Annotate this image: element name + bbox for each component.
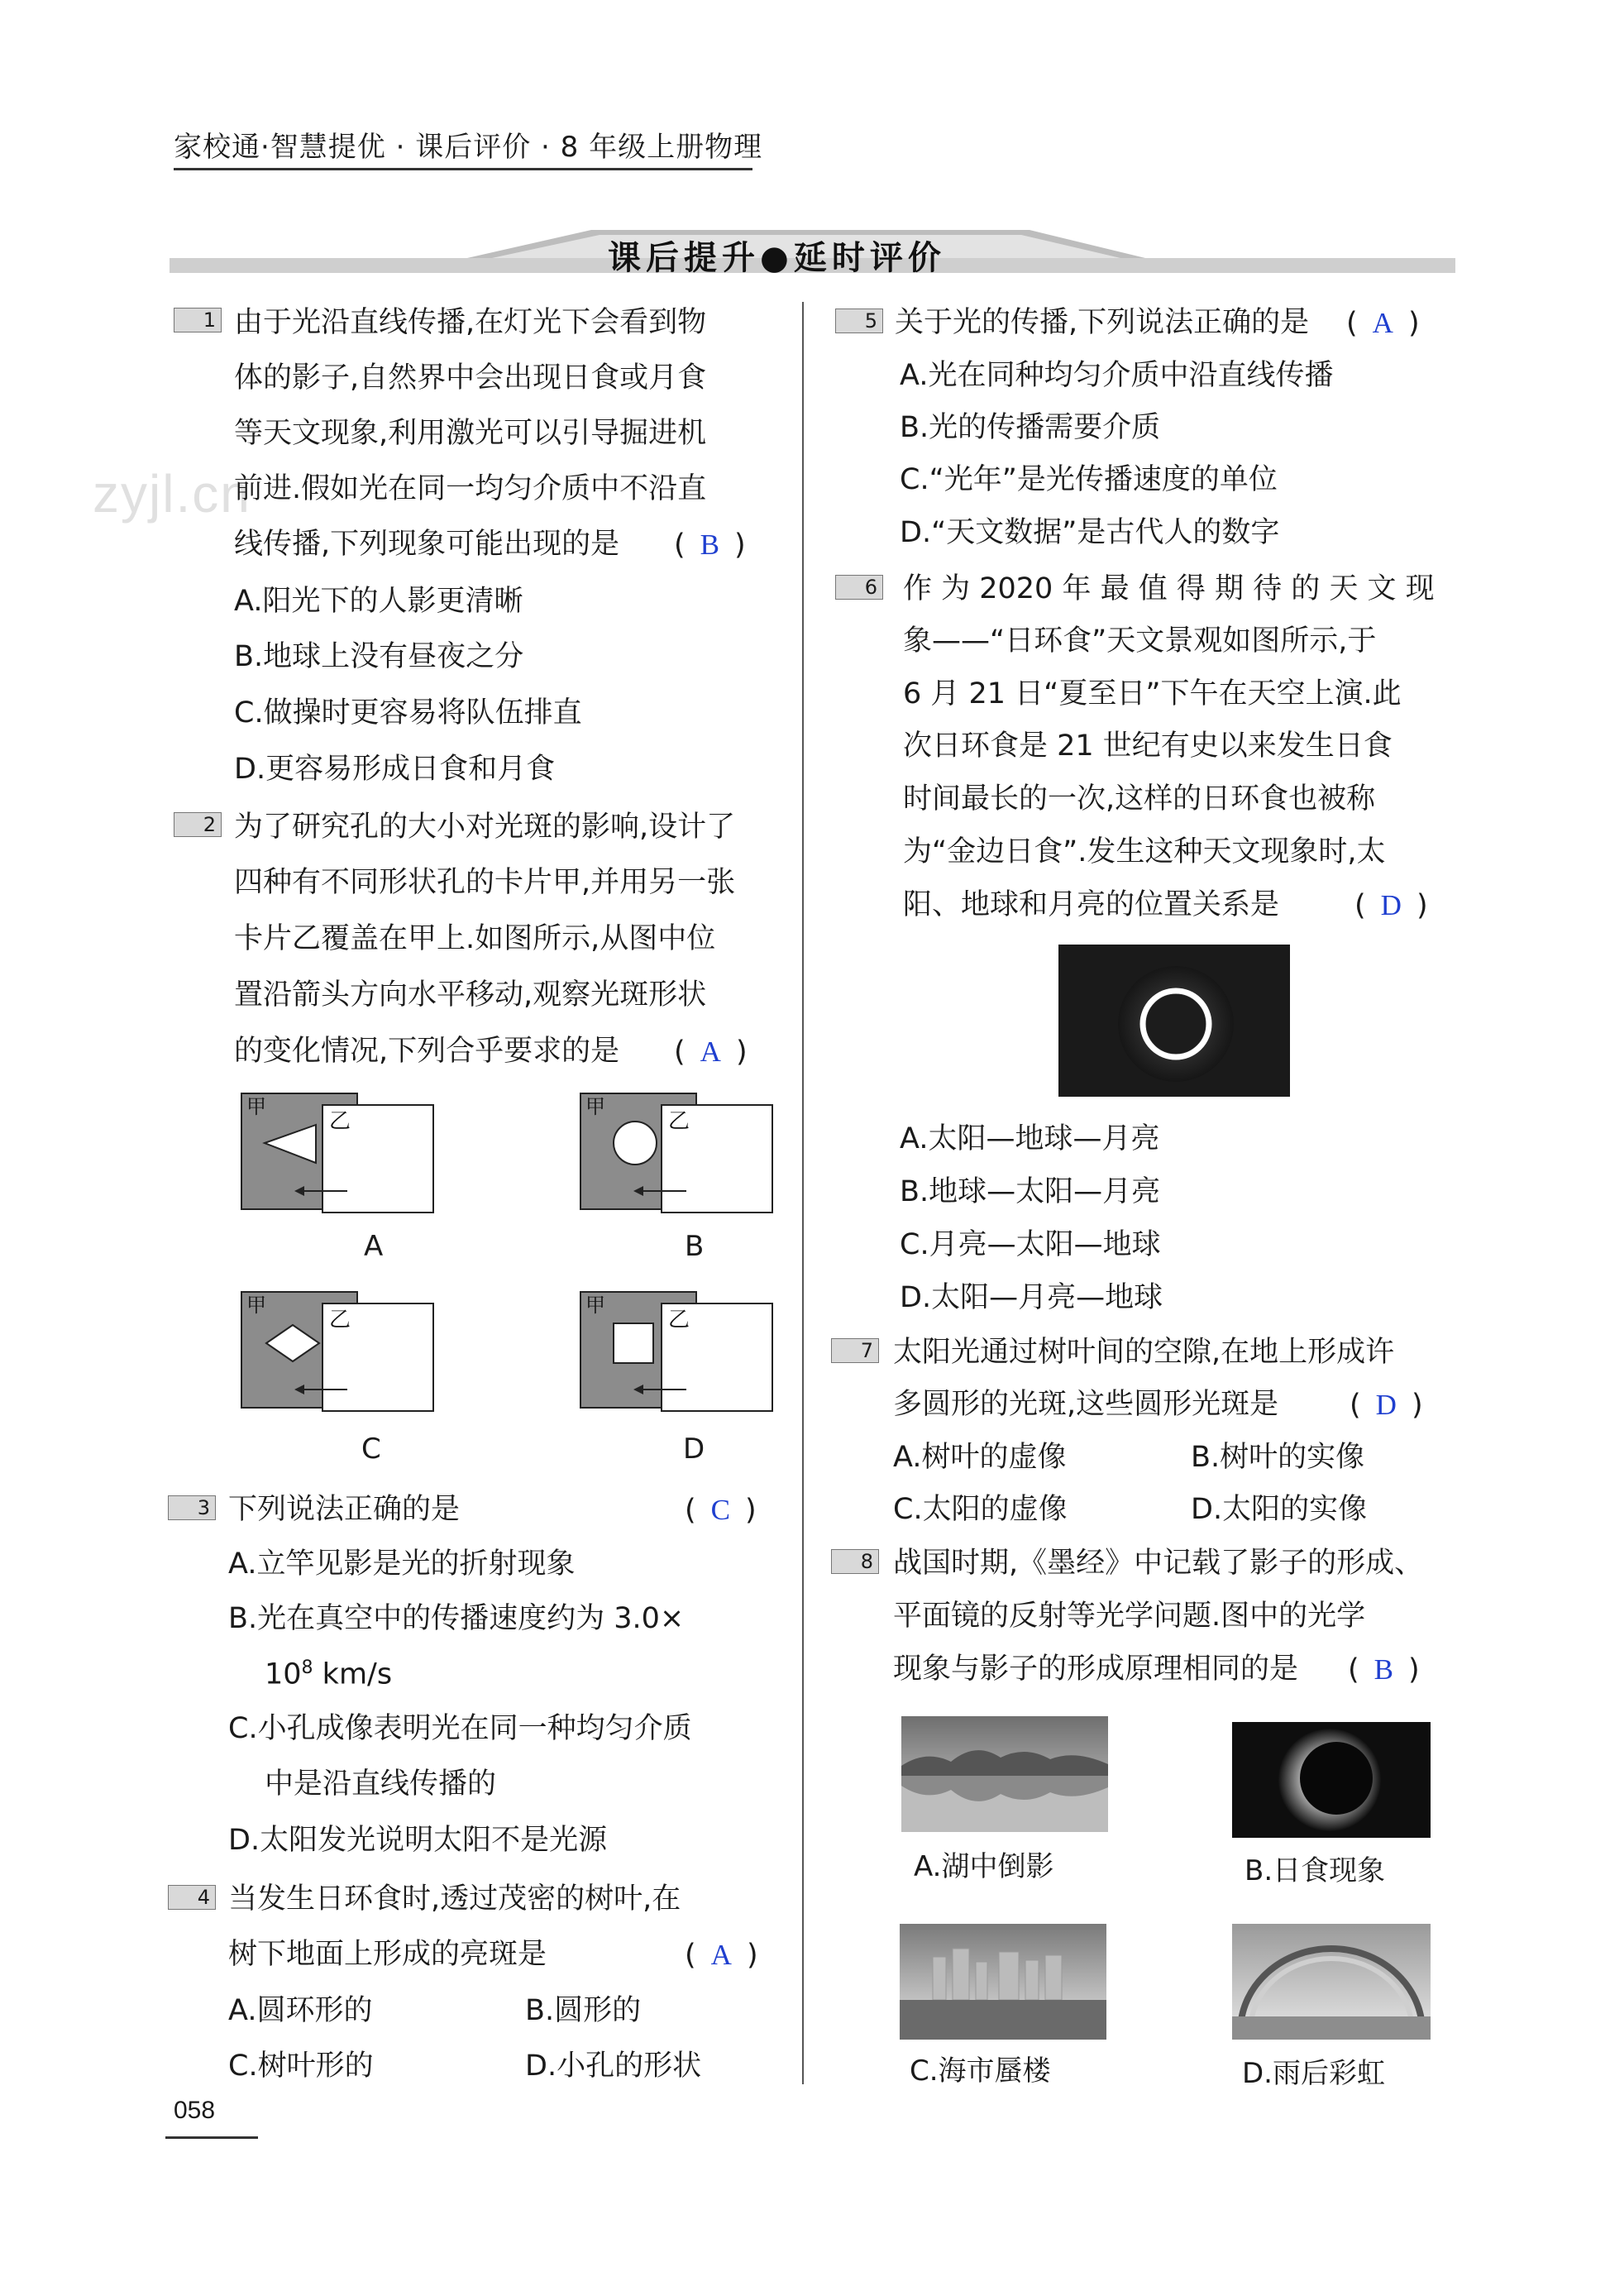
q8-stem-line: 平面镜的反射等光学问题.图中的光学: [893, 1600, 1366, 1633]
q6-stem-line: 时间最长的一次,这样的日环食也被称: [903, 782, 1376, 816]
q2-caption-a: A: [364, 1230, 384, 1263]
q3-answer: ( C ): [685, 1494, 757, 1527]
q4-stem-line: 树下地面上形成的亮斑是: [228, 1938, 547, 1971]
q2-caption-b: B: [685, 1230, 705, 1263]
q4-stem-line: 当发生日环食时,透过茂密的树叶,在: [228, 1882, 681, 1916]
q2-figure-d-square: [579, 1290, 777, 1414]
q2-stem-line: 的变化情况,下列合乎要求的是: [234, 1035, 620, 1068]
rainbow-photo: [1232, 1924, 1431, 2040]
q6-answer: ( D ): [1354, 889, 1428, 922]
q7-option-b: B.树叶的实像: [1191, 1441, 1365, 1474]
watermark: zyjl.cn: [93, 464, 251, 524]
card-jia-label: 甲: [585, 1095, 605, 1118]
question-number-4: 4: [168, 1885, 216, 1910]
q3-option-b-base: 10: [265, 1657, 302, 1691]
q6-option-a: A.太阳—地球—月亮: [900, 1122, 1160, 1155]
section-banner-title: 课后提升●延时评价: [608, 239, 946, 277]
q1-answer: ( B ): [674, 529, 746, 562]
q5-option-d: D.“天文数据”是古代人的数字: [900, 516, 1280, 549]
q8-stem-line: 战国时期,《墨经》中记载了影子的形成、: [893, 1547, 1424, 1580]
q6-option-c: C.月亮—太阳—地球: [900, 1228, 1161, 1261]
q1-option-a: A.阳光下的人影更清晰: [234, 585, 523, 618]
q1-stem-line: 等天文现象,利用激光可以引导掘进机: [234, 417, 707, 450]
q1-option-b: B.地球上没有昼夜之分: [234, 640, 524, 673]
card-yi-label: 乙: [329, 1308, 351, 1332]
q3-answer-letter: C: [710, 1494, 731, 1526]
q6-option-d: D.太阳—月亮—地球: [900, 1281, 1163, 1314]
question-number-8: 8: [831, 1549, 879, 1574]
q3-option-b-cont: [265, 1659, 392, 1690]
q8-caption-b: B.日食现象: [1245, 1854, 1386, 1887]
solar-eclipse-photo: [1232, 1722, 1431, 1838]
q5-answer: ( A ): [1346, 307, 1420, 340]
page-number: 058: [174, 2097, 216, 2124]
q1-answer-letter: B: [700, 529, 720, 561]
q3-option-b-unit: km/s: [313, 1657, 393, 1691]
q8-caption-a: A.湖中倒影: [914, 1850, 1054, 1883]
q6-stem-line: 象——“日环食”天文景观如图所示,于: [903, 624, 1377, 658]
q1-stem-line: 前进.假如光在同一均匀介质中不沿直: [234, 472, 707, 505]
q2-stem-line: 四种有不同形状孔的卡片甲,并用另一张: [234, 866, 736, 899]
q7-answer: ( D ): [1350, 1389, 1423, 1422]
q6-stem-line: 次日环食是 21 世纪有史以来发生日食: [903, 729, 1393, 763]
mirage-photo: [900, 1924, 1106, 2040]
card-jia-label: 甲: [585, 1294, 605, 1317]
q4-answer: ( A ): [685, 1939, 758, 1972]
q4-option-c: C.树叶形的: [228, 2050, 374, 2083]
q1-stem-line: 体的影子,自然界中会出现日食或月食: [234, 361, 707, 395]
q5-option-b: B.光的传播需要介质: [900, 411, 1161, 444]
lake-reflection-photo: [901, 1716, 1108, 1832]
q7-stem-line: 太阳光通过树叶间的空隙,在地上形成许: [893, 1336, 1395, 1369]
q7-option-a: A.树叶的虚像: [893, 1441, 1067, 1474]
q4-option-d: D.小孔的形状: [525, 2050, 702, 2083]
q7-stem-line: 多圆形的光斑,这些圆形光斑是: [893, 1388, 1279, 1421]
q8-answer: ( B ): [1348, 1653, 1420, 1686]
header-title: 家校通·智慧提优 · 课后评价 · 8 年级上册物理: [174, 131, 763, 164]
card-jia-label: 甲: [246, 1294, 266, 1317]
q3-option-b: B.光在真空中的传播速度约为 3.0×: [228, 1602, 685, 1635]
q3-option-b-exponent: 8: [301, 1657, 313, 1678]
question-number-3: 3: [168, 1495, 216, 1520]
q2-caption-d: D: [683, 1433, 705, 1466]
annular-eclipse-photo: [1058, 945, 1290, 1097]
q7-option-c: C.太阳的虚像: [893, 1493, 1068, 1526]
q5-option-a: A.光在同种均匀介质中沿直线传播: [900, 359, 1334, 392]
q2-figure-a-triangle: [240, 1092, 438, 1216]
q3-stem: 下列说法正确的是: [228, 1493, 461, 1526]
q1-stem-line: 线传播,下列现象可能出现的是: [234, 528, 620, 561]
q4-option-b: B.圆形的: [525, 1994, 642, 2027]
q8-answer-letter: B: [1374, 1653, 1394, 1686]
q2-figure-b-circle: [579, 1092, 777, 1216]
q6-option-b: B.地球—太阳—月亮: [900, 1175, 1161, 1208]
q7-option-d: D.太阳的实像: [1191, 1493, 1368, 1526]
q8-caption-d: D.雨后彩虹: [1242, 2057, 1385, 2090]
header-rule: [174, 168, 752, 170]
q6-stem-line: 6 月 21 日“夏至日”下午在天空上演.此: [903, 677, 1402, 710]
q6-stem-line: 作 为 2020 年 最 值 得 期 待 的 天 文 现: [903, 572, 1435, 605]
q2-answer: ( A ): [674, 1036, 748, 1069]
q1-option-c: C.做操时更容易将队伍排直: [234, 696, 582, 729]
question-number-6: 6: [835, 575, 883, 600]
q3-option-a: A.立竿见影是光的折射现象: [228, 1547, 576, 1581]
q6-answer-letter: D: [1380, 889, 1402, 921]
q4-answer-letter: A: [710, 1939, 732, 1971]
card-yi-label: 乙: [329, 1109, 351, 1134]
q6-stem-line: 为“金边日食”.发生这种天文现象时,太: [903, 835, 1386, 868]
q3-option-c: C.小孔成像表明光在同一种均匀介质: [228, 1712, 692, 1745]
card-jia-label: 甲: [246, 1095, 266, 1118]
page-number-rule: [165, 2136, 258, 2139]
q3-option-d: D.太阳发光说明太阳不是光源: [228, 1824, 608, 1857]
q1-option-d: D.更容易形成日食和月食: [234, 753, 556, 786]
q2-answer-letter: A: [700, 1036, 721, 1068]
q5-stem: 关于光的传播,下列说法正确的是: [895, 306, 1310, 339]
question-number-1: 1: [174, 308, 222, 332]
question-number-2: 2: [174, 812, 222, 837]
q2-stem-line: 卡片乙覆盖在甲上.如图所示,从图中位: [234, 922, 716, 955]
q2-caption-c: C: [361, 1433, 381, 1466]
q7-answer-letter: D: [1375, 1389, 1397, 1421]
q2-stem-line: 置沿箭头方向水平移动,观察光斑形状: [234, 978, 707, 1012]
q4-option-a: A.圆环形的: [228, 1994, 373, 2027]
card-yi-label: 乙: [668, 1308, 690, 1332]
q2-stem-line: 为了研究孔的大小对光斑的影响,设计了: [234, 811, 736, 844]
q2-figure-c-diamond: [240, 1290, 438, 1414]
q8-caption-c: C.海市蜃楼: [910, 2054, 1051, 2088]
q5-answer-letter: A: [1372, 307, 1393, 339]
column-divider: [802, 302, 804, 2084]
question-number-7: 7: [831, 1338, 879, 1363]
q8-stem-line: 现象与影子的形成原理相同的是: [893, 1653, 1299, 1686]
q1-stem-line: 由于光沿直线传播,在灯光下会看到物: [234, 306, 707, 339]
q5-option-c: C.“光年”是光传播速度的单位: [900, 463, 1278, 496]
q6-stem-line: 阳、地球和月亮的位置关系是: [903, 888, 1280, 921]
card-yi-label: 乙: [668, 1109, 690, 1134]
q3-option-c-cont: 中是沿直线传播的: [265, 1767, 497, 1801]
question-number-5: 5: [835, 309, 883, 333]
